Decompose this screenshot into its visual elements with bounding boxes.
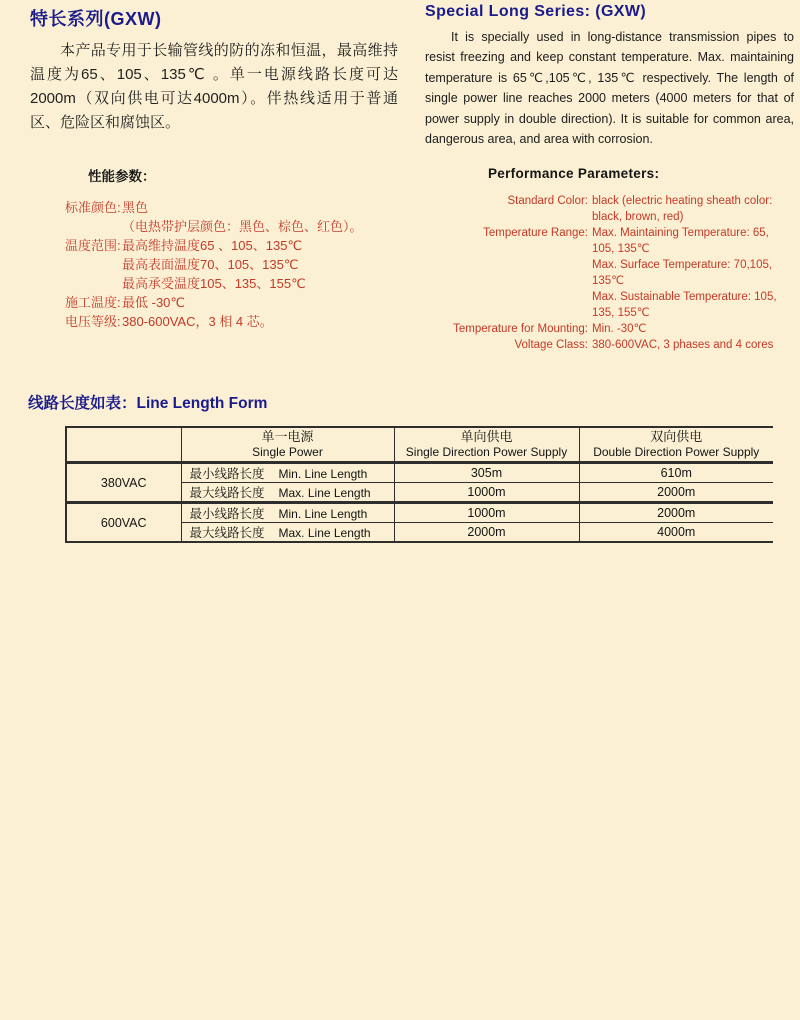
parameter-label bbox=[440, 273, 588, 289]
parameter-label: 标准颜色: bbox=[65, 200, 121, 215]
parameter-row bbox=[440, 321, 798, 337]
parameter-label bbox=[440, 209, 588, 225]
parameter-label bbox=[65, 217, 122, 236]
parameter-row bbox=[65, 217, 405, 236]
value-cell: 2000m bbox=[579, 503, 773, 523]
parameter-value: 105, 135℃ bbox=[592, 243, 650, 255]
line-length-section-title bbox=[28, 391, 267, 413]
parameter-label bbox=[440, 257, 588, 273]
parameter-row bbox=[65, 255, 405, 274]
table-row bbox=[66, 503, 773, 523]
value-cell: 1000m bbox=[394, 503, 579, 523]
parameter-value: 最高维持温度65 、105、135℃ bbox=[122, 238, 303, 253]
row-label-zh: 最小线路长度 bbox=[189, 467, 265, 481]
line-length-table bbox=[65, 426, 773, 543]
parameter-label: Voltage Class: bbox=[514, 339, 588, 351]
performance-parameters-heading-en: Performance Parameters: bbox=[488, 166, 660, 181]
performance-parameters-zh bbox=[65, 165, 405, 331]
row-label-en: Min. Line Length bbox=[278, 467, 368, 481]
row-label-en: Max. Line Length bbox=[278, 486, 371, 500]
table-corner-cell bbox=[66, 427, 181, 463]
series-title-en: Special Long Series: (GXW) bbox=[425, 3, 647, 20]
parameter-label: Standard Color: bbox=[507, 195, 588, 207]
value-cell: 305m bbox=[394, 463, 579, 483]
column-header-single-power bbox=[181, 427, 394, 463]
value-cell: 2000m bbox=[579, 483, 773, 503]
parameter-label bbox=[440, 241, 588, 257]
parameter-label: 电压等级: bbox=[65, 314, 121, 329]
parameter-row bbox=[440, 209, 798, 225]
parameter-row bbox=[440, 337, 798, 353]
row-label-en: Max. Line Length bbox=[278, 526, 371, 540]
series-section-en bbox=[425, 3, 794, 149]
parameter-row bbox=[65, 236, 405, 255]
column-header-en: Single Power bbox=[252, 445, 323, 459]
performance-parameters-en bbox=[440, 166, 798, 353]
parameter-value: Max. Maintaining Temperature: 65, bbox=[592, 227, 769, 239]
parameter-row bbox=[440, 289, 798, 305]
voltage-cell: 380VAC bbox=[66, 463, 181, 503]
parameter-row bbox=[65, 312, 405, 331]
column-header-zh: 单向供电 bbox=[460, 429, 513, 444]
column-header-en: Double Direction Power Supply bbox=[593, 445, 760, 459]
parameter-row bbox=[440, 273, 798, 289]
row-label-cell bbox=[181, 483, 394, 503]
row-label-zh: 最大线路长度 bbox=[189, 486, 265, 500]
parameter-label bbox=[65, 274, 122, 293]
row-label-zh: 最大线路长度 bbox=[189, 526, 265, 540]
parameter-value: 最高表面温度70、105、135℃ bbox=[122, 257, 299, 272]
parameter-value: 最高承受温度105、135、155℃ bbox=[122, 276, 306, 291]
line-length-title-en: Line Length Form bbox=[136, 395, 268, 412]
value-cell: 2000m bbox=[394, 523, 579, 543]
parameter-value: Max. Surface Temperature: 70,105, bbox=[592, 259, 773, 271]
parameter-label bbox=[65, 255, 122, 274]
parameter-value: （电热带护层颜色：黑色、棕色、红色）。 bbox=[122, 219, 363, 234]
voltage-cell: 600VAC bbox=[66, 503, 181, 543]
parameter-value: Min. -30℃ bbox=[592, 323, 647, 335]
column-header-single-direction bbox=[394, 427, 579, 463]
value-cell: 1000m bbox=[394, 483, 579, 503]
row-label-cell bbox=[181, 523, 394, 543]
row-label-cell bbox=[181, 503, 394, 523]
parameter-row bbox=[440, 193, 798, 209]
parameter-row bbox=[440, 257, 798, 273]
column-header-zh: 单一电源 bbox=[261, 429, 314, 444]
parameter-value: 135, 155℃ bbox=[592, 307, 650, 319]
table-row bbox=[66, 463, 773, 483]
parameter-label: Temperature for Mounting: bbox=[453, 323, 588, 335]
parameter-value: black, brown, red) bbox=[592, 211, 684, 223]
value-cell: 4000m bbox=[579, 523, 773, 543]
parameter-row bbox=[65, 293, 405, 312]
parameter-row bbox=[65, 274, 405, 293]
parameter-label bbox=[440, 289, 588, 305]
parameter-row bbox=[440, 225, 798, 241]
parameter-row bbox=[440, 241, 798, 257]
line-length-title-zh: 线路长度如表： bbox=[28, 395, 137, 412]
parameter-value: 380-600VAC, 3 phases and 4 cores bbox=[592, 339, 774, 351]
parameter-value: 135℃ bbox=[592, 275, 625, 287]
column-header-zh: 双向供电 bbox=[650, 429, 703, 444]
row-label-zh: 最小线路长度 bbox=[189, 507, 265, 521]
column-header-double-direction bbox=[579, 427, 773, 463]
row-label-cell bbox=[181, 463, 394, 483]
series-paragraph-en: It is specially used in long-distance transmission pipes to resist freezing and keep constant temperature. Max. maintaining temperature is 65℃,105℃, 135℃ respectively. The length of single power line reaches 2000 meters (4000 meters for that of power supply in double direction). It is suitable for common area, dangerous area, and area with corrosion. bbox=[425, 30, 794, 147]
series-section-zh bbox=[30, 5, 398, 135]
performance-parameters-heading-zh: 性能参数： bbox=[88, 169, 156, 184]
parameter-value: 380-600VAC，3 相 4 芯。 bbox=[122, 314, 273, 329]
series-paragraph-zh: 本产品专用于长输管线的防的冻和恒温，最高维持温度为65、105、135℃ 。单一电源线路长度可达2000m（双向供电可达4000m）。伴热线适用于普通区、危险区和腐蚀区。 bbox=[30, 42, 398, 131]
column-header-en: Single Direction Power Supply bbox=[405, 445, 568, 459]
value-cell: 610m bbox=[579, 463, 773, 483]
parameter-row bbox=[440, 305, 798, 321]
parameter-value: Max. Sustainable Temperature: 105, bbox=[592, 291, 777, 303]
parameter-value: black (electric heating sheath color: bbox=[592, 195, 773, 207]
table-header-row bbox=[66, 427, 773, 463]
parameter-label: Temperature Range: bbox=[483, 227, 588, 239]
parameter-row bbox=[65, 198, 405, 217]
parameter-value: 黑色 bbox=[122, 200, 149, 215]
parameter-value: 最低 -30℃ bbox=[122, 295, 186, 310]
series-title-zh: 特长系列(GXW) bbox=[30, 9, 162, 29]
parameter-label: 温度范围: bbox=[65, 238, 121, 253]
row-label-en: Min. Line Length bbox=[278, 507, 368, 521]
parameter-label bbox=[440, 305, 588, 321]
parameter-label: 施工温度: bbox=[65, 295, 121, 310]
